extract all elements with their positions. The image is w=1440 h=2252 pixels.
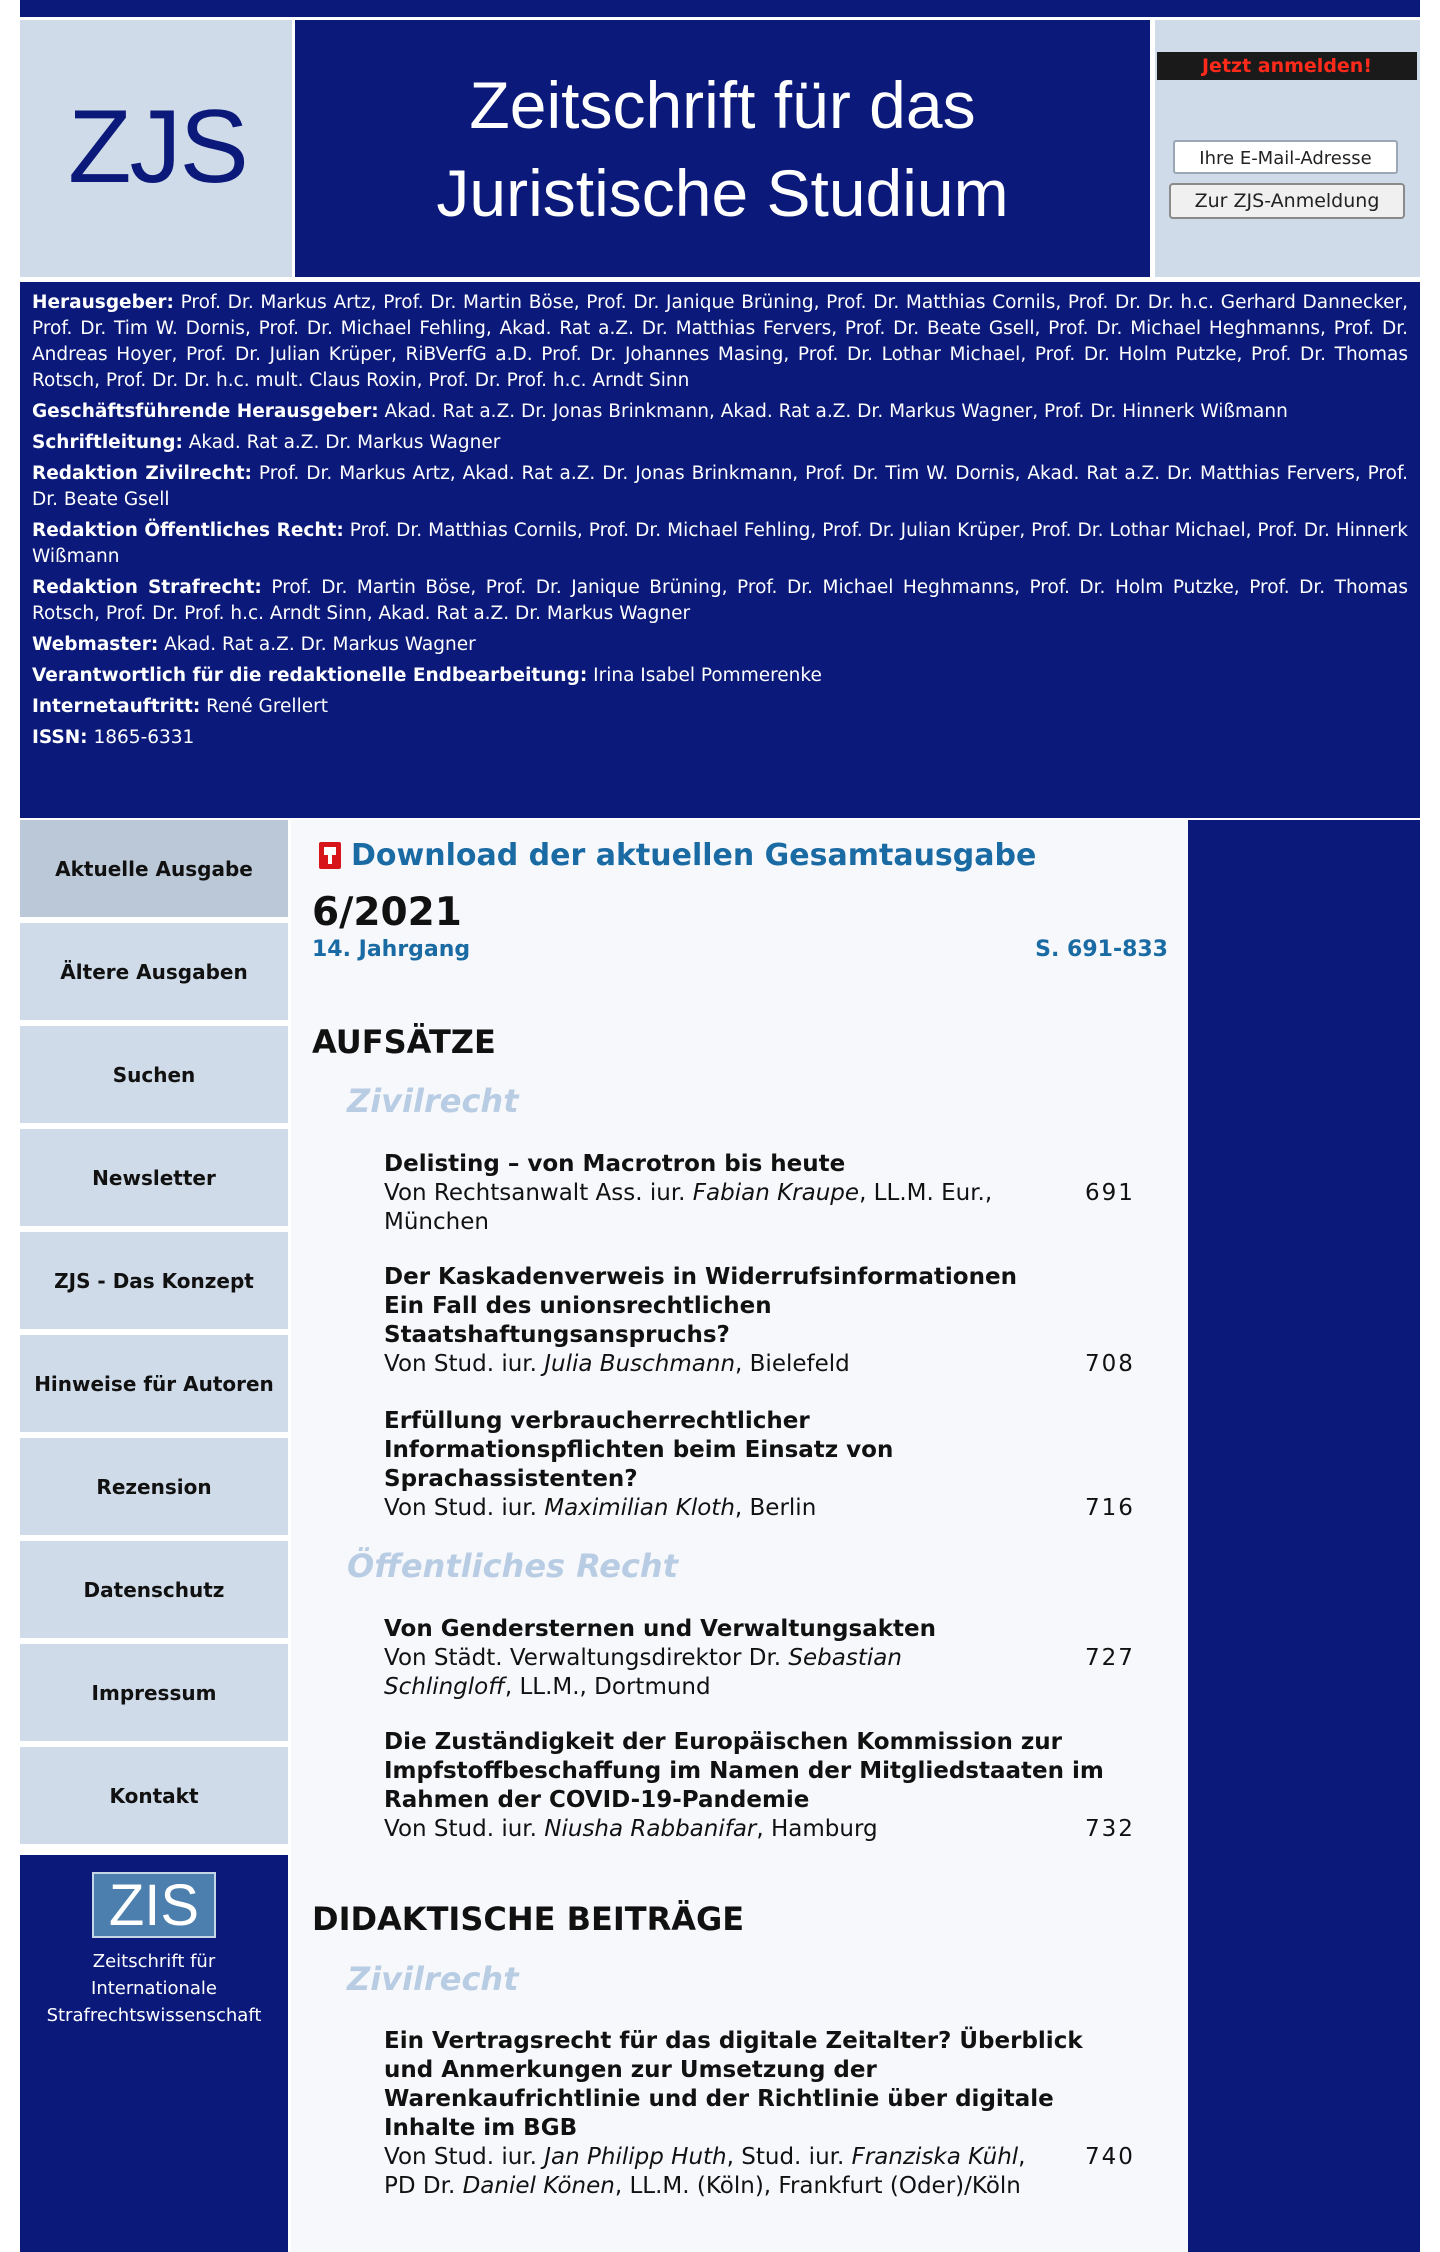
nav-hinweise-autoren[interactable]: Hinweise für Autoren xyxy=(20,1335,288,1432)
article-page: 716 xyxy=(1085,1495,1135,1521)
signup-cta: Jetzt anmelden! xyxy=(1157,52,1417,80)
article-page: 691 xyxy=(1085,1180,1135,1206)
editorial-board xyxy=(20,282,1420,818)
editors-oeffentliches-recht: Redaktion Öffentliches Recht: Prof. Dr. Matthias Cornils, Prof. Dr. Michael Fehling, Prof. Dr. Julian Krüper, Prof. Dr. Lothar Michael, Prof. Dr. Hinnerk Wißmann xyxy=(32,520,1408,567)
article-title[interactable]: Von Gendersternen und Verwaltungsakten xyxy=(384,1616,936,1642)
issue-content xyxy=(291,820,1188,2252)
right-band xyxy=(1188,820,1420,2252)
nav-newsletter[interactable]: Newsletter xyxy=(20,1129,288,1226)
article-title[interactable]: Delisting – von Macrotron bis heute xyxy=(384,1151,846,1177)
editors-webmaster: Webmaster: Akad. Rat a.Z. Dr. Markus Wagner xyxy=(32,634,476,655)
article-page: 740 xyxy=(1085,2144,1135,2170)
article-page: 727 xyxy=(1085,1645,1135,1671)
article-item[interactable] xyxy=(384,1407,1135,1523)
zis-promo[interactable] xyxy=(20,1855,288,2252)
article-item[interactable] xyxy=(384,2027,1135,2201)
nav-aeltere-ausgaben[interactable]: Ältere Ausgaben xyxy=(20,923,288,1020)
article-title[interactable]: Erfüllung verbraucherrechtlicher Informationspflichten beim Einsatz von Sprachassistenten? xyxy=(384,1408,894,1492)
article-page: 732 xyxy=(1085,1816,1135,1842)
article-title[interactable]: Der Kaskadenverweis in Widerrufsinformationen Ein Fall des unionsrechtlichen Staatshaftungsanspruchs? xyxy=(384,1264,1017,1348)
editors-gf: Geschäftsführende Herausgeber: Akad. Rat a.Z. Dr. Jonas Brinkmann, Akad. Rat a.Z. Dr. Markus Wagner, Prof. Dr. Hinnerk Wißmann xyxy=(32,401,1288,422)
top-bar xyxy=(20,0,1420,17)
editors-zivilrecht: Redaktion Zivilrecht: Prof. Dr. Markus Artz, Akad. Rat a.Z. Dr. Jonas Brinkmann, Prof. Dr. Tim W. Dornis, Akad. Rat a.Z. Dr. Matthias Fervers, Prof. Dr. Beate Gsell xyxy=(32,463,1408,510)
subsection-zivilrecht-2: Zivilrecht xyxy=(347,1960,519,1998)
zis-caption: Zeitschrift für Internationale Strafrechtswissenschaft xyxy=(46,1951,262,2026)
issue-number: 6/2021 xyxy=(312,890,462,935)
editors-strafrecht: Redaktion Strafrecht: Prof. Dr. Martin Böse, Prof. Dr. Janique Brüning, Prof. Dr. Michael Heghmanns, Prof. Dr. Holm Putzke, Prof. Dr. Thomas Rotsch, Prof. Dr. Prof. h.c. Arndt Sinn, Akad. Rat a.Z. Dr. Markus Wagner xyxy=(32,577,1409,624)
article-item[interactable] xyxy=(384,1263,1135,1379)
zjs-logo[interactable]: ZJS xyxy=(68,89,247,205)
article-byline: Von Stud. iur. Niusha Rabbanifar, Hamburg 732 xyxy=(384,1815,1104,1844)
section-heading-didaktische-beitraege: DIDAKTISCHE BEITRÄGE xyxy=(312,1900,745,1938)
site-title-line1: Zeitschrift für das xyxy=(469,68,976,142)
zis-logo[interactable]: ZIS xyxy=(92,1872,216,1938)
volume-label: 14. Jahrgang xyxy=(312,937,471,962)
nav-suchen[interactable]: Suchen xyxy=(20,1026,288,1123)
article-byline: Von Rechtsanwalt Ass. iur. Fabian Kraupe, LL.M. Eur., München 691 xyxy=(384,1179,1104,1237)
editors-issn: ISSN: 1865-6331 xyxy=(32,727,195,748)
section-heading-aufsaetze: AUFSÄTZE xyxy=(312,1023,496,1061)
editors-verantwortlich: Verantwortlich für die redaktionelle Endbearbeitung: Irina Isabel Pommerenke xyxy=(32,665,822,686)
article-byline: Von Städt. Verwaltungsdirektor Dr. Sebastian Schlingloff, LL.M., Dortmund 727 xyxy=(384,1644,1104,1702)
article-item[interactable] xyxy=(384,1615,1135,1702)
logo-panel xyxy=(20,20,292,277)
article-byline: Von Stud. iur. Julia Buschmann, Bielefeld 708 xyxy=(384,1350,1104,1379)
signup-button[interactable]: Zur ZJS-Anmeldung xyxy=(1169,183,1405,219)
site-title-line2: Juristische Studium xyxy=(436,156,1009,230)
nav-konzept[interactable]: ZJS - Das Konzept xyxy=(20,1232,288,1329)
pdf-icon xyxy=(319,842,341,869)
signup-panel xyxy=(1155,20,1420,277)
nav-datenschutz[interactable]: Datenschutz xyxy=(20,1541,288,1638)
nav-rezension[interactable]: Rezension xyxy=(20,1438,288,1535)
article-item[interactable] xyxy=(384,1728,1135,1844)
subsection-zivilrecht: Zivilrecht xyxy=(347,1082,519,1120)
download-label: Download der aktuellen Gesamtausgabe xyxy=(351,838,1037,873)
editors-schriftleitung: Schriftleitung: Akad. Rat a.Z. Dr. Markus Wagner xyxy=(32,432,501,453)
article-byline: Von Stud. iur. Maximilian Kloth, Berlin 716 xyxy=(384,1494,1104,1523)
article-item[interactable] xyxy=(384,1150,1135,1237)
subsection-oeffentliches-recht: Öffentliches Recht xyxy=(347,1547,678,1585)
editors-herausgeber: Herausgeber: Prof. Dr. Markus Artz, Prof. Dr. Martin Böse, Prof. Dr. Janique Brüning, Prof. Dr. Matthias Cornils, Prof. Dr. Dr. h.c. Gerhard Dannecker, Prof. Dr. Tim W. Dornis, Prof. Dr. Michael Fehling, Akad. Rat a.Z. Dr. Matthias Fervers, Prof. Dr. Beate Gsell, Prof. Dr. Michael Heghmanns, Prof. Dr. Andreas Hoyer, Prof. Dr. Julian Krüper, RiBVerfG a.D. Prof. Dr. Johannes Masing, Prof. Dr. Lothar Michael, Prof. Dr. Holm Putzke, Prof. Dr. Thomas Rotsch, Prof. Dr. Dr. h.c. mult. Claus Roxin, Prof. Dr. Prof. h.c. Arndt Sinn xyxy=(32,292,1408,391)
editors-internet: Internetauftritt: René Grellert xyxy=(32,696,328,717)
nav-kontakt[interactable]: Kontakt xyxy=(20,1747,288,1844)
article-byline: Von Stud. iur. Jan Philipp Huth, Stud. iur. Franziska Kühl, PD Dr. Daniel Könen, LL.M. (Köln), Frankfurt (Oder)/Köln 740 xyxy=(384,2143,1104,2201)
download-link[interactable] xyxy=(319,838,1036,873)
nav-impressum[interactable]: Impressum xyxy=(20,1644,288,1741)
page-range: S. 691-833 xyxy=(1035,937,1168,962)
nav-aktuelle-ausgabe[interactable]: Aktuelle Ausgabe xyxy=(20,820,288,917)
article-page: 708 xyxy=(1085,1351,1135,1377)
site-title-panel xyxy=(295,20,1150,277)
email-input[interactable]: Ihre E-Mail-Adresse xyxy=(1173,140,1398,174)
article-title[interactable]: Ein Vertragsrecht für das digitale Zeitalter? Überblick und Anmerkungen zur Umsetzung der Warenkaufrichtlinie und der Richtlinie über digitale Inhalte im BGB xyxy=(384,2028,1083,2141)
article-title[interactable]: Die Zuständigkeit der Europäischen Kommission zur Impfstoffbeschaffung im Namen der Mitgliedstaaten im Rahmen der COVID-19-Pandemie xyxy=(384,1729,1104,1813)
